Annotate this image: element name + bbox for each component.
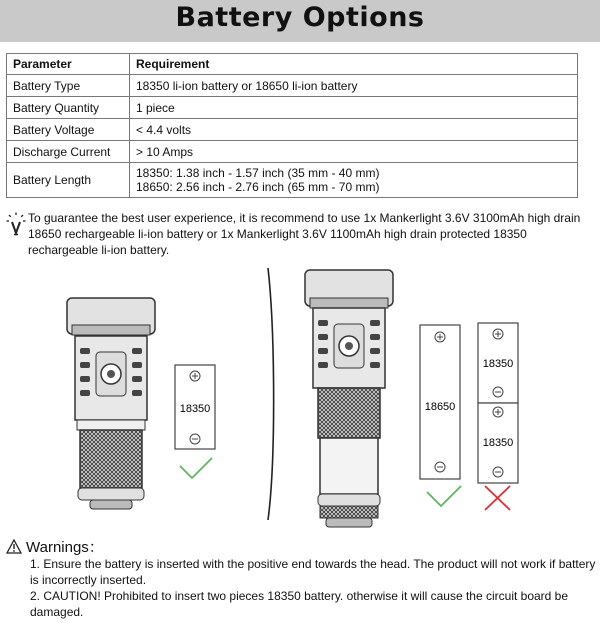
param-cell: Battery Length: [7, 163, 130, 198]
battery-stack-18350: [478, 323, 518, 483]
param-cell: Discharge Current: [7, 141, 130, 163]
value-line: 18350: 1.38 inch - 1.57 inch (35 mm - 40 mm): [136, 166, 380, 180]
check-icon: [180, 458, 212, 478]
flashlight-left: [67, 298, 155, 509]
warning-icon: [6, 539, 22, 554]
param-cell: Battery Type: [7, 75, 130, 97]
param-cell: Battery Quantity: [7, 97, 130, 119]
battery-label: 18350: [482, 358, 514, 370]
battery-18350: [175, 365, 215, 449]
battery-18650: [420, 325, 460, 479]
battery-label: 18650: [424, 401, 456, 413]
column-header-parameter: Parameter: [7, 54, 130, 75]
warnings-list: [30, 556, 596, 620]
warnings-title: Warnings：: [26, 539, 104, 556]
battery-label: 18350: [179, 403, 211, 415]
tip-text: To guarantee the best user experience, it is recommend to use 1x Mankerlight 3.6V 3100mAh high drain 18650 rechargeable li-ion battery or 1x Mankerlight 3.6V 1100mAh high drain protected 18350 rechargeable li-ion battery.: [28, 211, 581, 257]
value-line: 18650: 2.56 inch - 2.76 inch (65 mm - 70 mm): [136, 180, 380, 194]
page-title: Battery Options: [175, 2, 425, 33]
param-cell: Battery Voltage: [7, 119, 130, 141]
value-cell: > 10 Amps: [130, 141, 578, 163]
warning-item: 2. CAUTION! Prohibited to insert two pieces 18350 battery. otherwise it will cause the circuit board be damaged.: [30, 589, 569, 619]
value-cell: 1 piece: [130, 97, 578, 119]
battery-label: 18350: [482, 437, 514, 449]
warnings-heading: [6, 536, 104, 557]
flashlight-right: [305, 270, 393, 527]
cross-icon: [485, 486, 510, 510]
check-icon: [427, 486, 461, 506]
value-cell: < 4.4 volts: [130, 119, 578, 141]
divider: [268, 268, 274, 520]
column-header-requirement: Requirement: [130, 54, 578, 75]
value-cell: 18350 li-ion battery or 18650 li-ion battery: [130, 75, 578, 97]
warning-item: 1. Ensure the battery is inserted with the positive end towards the head. The product will not work if battery is incorrectly inserted.: [30, 557, 596, 587]
